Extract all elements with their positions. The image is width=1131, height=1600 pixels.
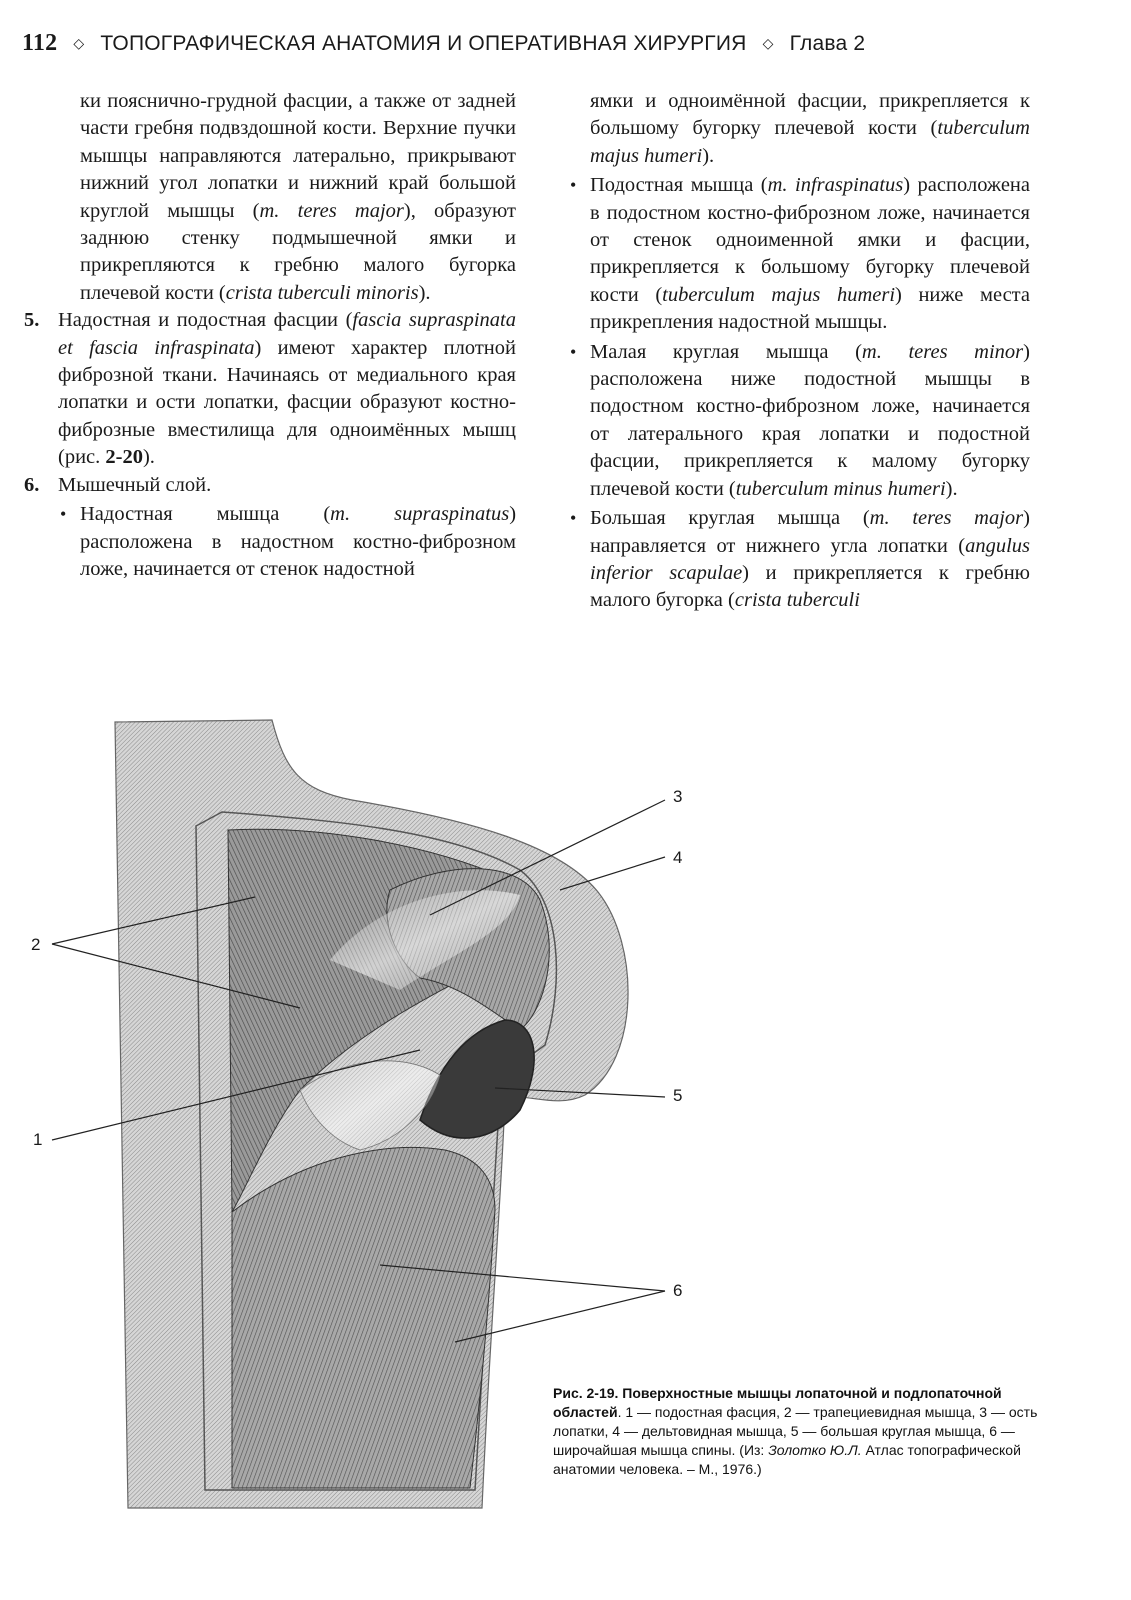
latissimus-muscle — [232, 1148, 495, 1488]
diamond-icon: ◇ — [73, 35, 85, 51]
figure-caption: Рис. 2-19. Поверхностные мышцы лопаточной и подлопаточной областей. 1 — подостная фасция, 2 — трапециевидная мышца, 3 — ость лопатки, 4 — дельтовидная мышца, 5 — большая круглая мышца, 6 — широчайшая мышца спины. (Из: Золотко Ю.Л. Атлас топографической анатомии человека. – М., 1976.) — [553, 1385, 1038, 1477]
right-column — [568, 88, 1030, 615]
paragraph-continued: ки пояснично-грудной фасции, а также от задней части гребня подвздошной кости. Верхние пучки мышцы направляются латерально, прикрывают нижний угол лопатки и нижний край большой круглой мышцы (m. teres major), образуют заднюю стенку подмышечной ямки и прикрепляются к гребню малого бугорка плечевой кости (crista tuberculi minoris). — [80, 90, 516, 304]
bullet-supraspinatus: • Надостная мышца (m. supraspinatus) расположена в надостном костно-фиброзном ложе, начинается от стенок надостной — [60, 503, 517, 580]
list-item-6: 6. Мышечный слой. — [24, 472, 516, 499]
left-column — [24, 88, 516, 583]
running-header — [22, 30, 1112, 70]
bullet-icon: • — [570, 341, 577, 362]
figure-label-2: 2 — [31, 935, 41, 954]
bullet-icon: • — [60, 504, 67, 525]
bullet-icon: • — [570, 175, 577, 196]
figure-label-4: 4 — [673, 848, 683, 867]
bullet-teres-major: • Большая круглая мышца (m. teres major) направляется от нижнего угла лопатки (angulus inferior scapulae) и прикрепляется к гребню малого бугорка (crista tuberculi — [570, 507, 1030, 612]
figure-label-6: 6 — [673, 1281, 683, 1300]
page-number: 112 — [22, 30, 58, 56]
bullet-infraspinatus: • Подостная мышца (m. infraspinatus) расположена в подостном костно-фиброзном ложе, начинается от стенок одноименной ямки и фасции, прикрепляется к большому бугорку плечевой кости (tuberculum majus humeri) ниже места прикрепления надостной мышцы. — [570, 174, 1030, 334]
chapter-label: Глава 2 — [789, 32, 866, 55]
bullet-icon: • — [570, 508, 577, 529]
item-number: 5. — [24, 309, 40, 332]
paragraph-continued: ямки и одноимённой фасции, прикрепляется к большому бугорку плечевой кости (tuberculum majus humeri). — [590, 90, 1030, 167]
figure-label-1: 1 — [33, 1130, 43, 1149]
bullet-teres-minor: • Малая круглая мышца (m. teres minor) расположена ниже подостной мышцы в подостном костно-фиброзном ложе, начинается от латерального края лопатки и подостной фасции, прикрепляется к малому бугорку плечевой кости (tuberculum minus humeri). — [570, 340, 1030, 500]
list-item-5: 5. Надостная и подостная фасции (fascia supraspinata et fascia infraspinata) имеют характер плотной фиброзной ткани. Начинаясь от медиального края лопатки и ости лопатки, фасции образуют костно-фиброзные вместилища для одноимённых мышц (рис. 2-20). — [24, 309, 516, 469]
figure-label-3: 3 — [673, 787, 683, 806]
diamond-icon: ◇ — [762, 35, 774, 51]
book-title: ТОПОГРАФИЧЕСКАЯ АНАТОМИЯ И ОПЕРАТИВНАЯ ХИРУРГИЯ — [100, 32, 747, 55]
item-number: 6. — [24, 473, 40, 496]
figure-label-5: 5 — [673, 1086, 683, 1105]
